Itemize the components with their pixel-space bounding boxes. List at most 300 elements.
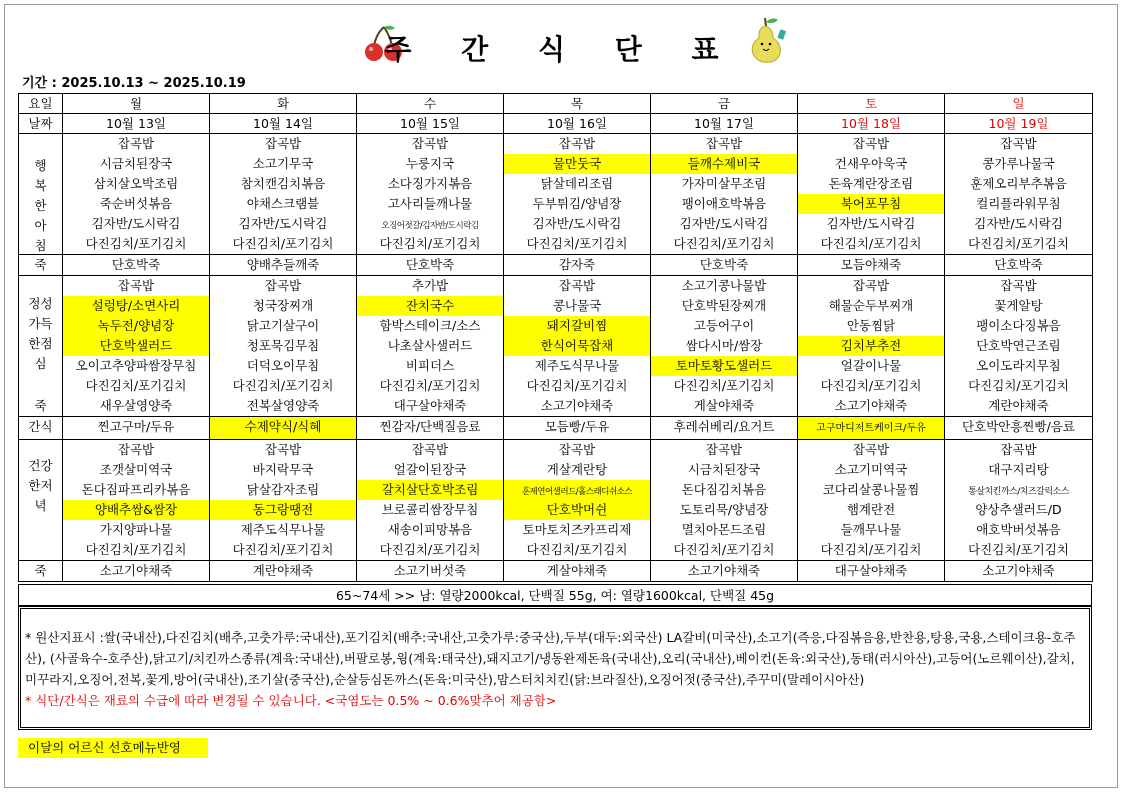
menu-item-text: 다진김치/포기김치	[85, 236, 187, 251]
menu-item	[798, 276, 944, 296]
menu-item-highlighted	[651, 154, 797, 174]
menu-item-text: 제주도식무나물	[534, 358, 620, 373]
lunch-label-cell	[19, 276, 63, 417]
menu-item-text: 브로콜리쌈장무침	[381, 502, 479, 517]
date-thu: 10월 16일	[504, 114, 651, 134]
menu-item-text: 양배추쌈&쌈장	[94, 502, 178, 517]
menu-item-text: 통살치킨까스/치즈갈릭소스	[968, 487, 1069, 497]
menu-item-text: 소고기무국	[252, 156, 314, 171]
menu-item-text: 오이도라지무침	[976, 358, 1061, 373]
menu-item-text: 단호박샐러드	[99, 338, 173, 353]
snack-text: 모듬빵/두유	[544, 419, 610, 434]
snack-text: 고구마디저트케이크/두유	[816, 423, 926, 434]
breakfast-label-cell	[19, 134, 63, 255]
menu-item-text: 단호박된장찌개	[681, 298, 767, 313]
porridge-tue: 양배추들깨죽	[210, 255, 357, 276]
menu-item-text: 다진김치/포기김치	[232, 236, 334, 251]
day-fri: 금	[651, 94, 798, 114]
menu-item-text: 삼치살오박조림	[93, 176, 179, 191]
dinner-porridge-mon: 소고기야채죽	[63, 561, 210, 582]
menu-item-highlighted	[798, 336, 944, 356]
menu-item-text: 김자반/도시락김	[238, 216, 328, 231]
menu-item-highlighted	[357, 296, 503, 316]
menu-item	[63, 440, 209, 460]
menu-item	[798, 316, 944, 336]
menu-item	[210, 316, 356, 336]
menu-item-text: 햄계란전	[846, 502, 896, 517]
menu-item	[945, 234, 1092, 254]
snack-fri	[651, 417, 798, 440]
menu-item	[63, 234, 209, 254]
menu-item-text: 김자반/도시락김	[679, 216, 769, 231]
menu-item	[651, 500, 797, 520]
menu-item-text: 제주도식무나물	[240, 522, 326, 537]
date-mon: 10월 13일	[63, 114, 210, 134]
snack-label: 간식	[19, 417, 63, 440]
date-tue: 10월 14일	[210, 114, 357, 134]
menu-item-text: 시금치된장국	[687, 462, 761, 477]
menu-item-text: 다진김치/포기김치	[673, 378, 775, 393]
menu-item-highlighted	[504, 154, 650, 174]
menu-item	[63, 460, 209, 480]
menu-item-text: 소다징가지볶음	[387, 176, 473, 191]
menu-item	[357, 460, 503, 480]
menu-item	[210, 214, 356, 234]
snack-sun	[945, 417, 1093, 440]
menu-item	[945, 396, 1092, 416]
menu-item	[210, 154, 356, 174]
menu-item-text: 새우살영양죽	[99, 398, 173, 413]
menu-item	[504, 276, 650, 296]
menu-item-text: 단호박머쉰	[546, 502, 608, 517]
menu-item	[210, 396, 356, 416]
menu-item-text: 새송이피망볶음	[387, 522, 473, 537]
lunch-end-label: 죽	[34, 398, 47, 413]
menu-item-text: 누룽지국	[405, 156, 455, 171]
menu-item	[357, 356, 503, 376]
breakfast-thu	[504, 134, 651, 255]
menu-item	[798, 234, 944, 254]
menu-item	[357, 336, 503, 356]
menu-item	[945, 214, 1092, 234]
dinner-porridge-thu: 게살야채죽	[504, 561, 651, 582]
lunch-fri	[651, 276, 798, 417]
menu-item	[210, 520, 356, 540]
menu-item	[63, 276, 209, 296]
snack-text: 수제약식/식혜	[244, 419, 322, 434]
menu-item	[798, 376, 944, 396]
menu-item-highlighted	[63, 336, 209, 356]
menu-item	[651, 174, 797, 194]
lunch-tue	[210, 276, 357, 417]
breakfast-row	[19, 134, 1093, 255]
dinner-wed	[357, 440, 504, 561]
menu-item-text: 잡곡밥	[852, 136, 890, 151]
menu-item-text: 얼갈이된장국	[393, 462, 467, 477]
menu-item-text: 김자반/도시락김	[91, 216, 181, 231]
menu-item-text: 토마토황도샐러드	[675, 358, 773, 373]
porridge-wed: 단호박죽	[357, 255, 504, 276]
dinner-sun	[945, 440, 1093, 561]
menu-item-text: 잡곡밥	[117, 442, 155, 457]
snack-row	[19, 417, 1093, 440]
menu-item-text: 잡곡밥	[705, 136, 743, 151]
menu-item-text: 돼지갈비찜	[546, 318, 608, 333]
snack-tue	[210, 417, 357, 440]
menu-item-text: 들깨무나물	[840, 522, 902, 537]
day-label: 요일	[19, 94, 63, 114]
menu-item	[798, 396, 944, 416]
menu-item	[945, 480, 1092, 500]
menu-item-text: 더덕오이무침	[246, 358, 320, 373]
menu-item-text: 다진김치/포기김치	[820, 236, 922, 251]
menu-item-text: 갈치살단호박조림	[381, 482, 479, 497]
menu-item	[357, 440, 503, 460]
porridge-sun: 단호박죽	[945, 255, 1093, 276]
day-wed: 수	[357, 94, 504, 114]
menu-item	[357, 316, 503, 336]
menu-item	[210, 356, 356, 376]
menu-item-text: 팽이애호박볶음	[681, 196, 767, 211]
menu-item	[357, 134, 503, 154]
lunch-wed	[357, 276, 504, 417]
menu-item-highlighted	[63, 296, 209, 316]
menu-item	[945, 194, 1092, 214]
menu-item	[945, 440, 1092, 460]
menu-item-text: 잡곡밥	[117, 136, 155, 151]
menu-item-text: 나초살사샐러드	[387, 338, 473, 353]
menu-item	[504, 194, 650, 214]
menu-item	[945, 276, 1092, 296]
menu-item	[945, 460, 1092, 480]
menu-item	[798, 296, 944, 316]
notes-box	[18, 606, 1092, 730]
snack-text: 찐감자/단백질음료	[379, 419, 481, 434]
snack-mon	[63, 417, 210, 440]
menu-item-text: 닭살데리조림	[540, 176, 614, 191]
menu-item	[798, 460, 944, 480]
menu-item-text: 얼갈이나물	[840, 358, 902, 373]
menu-item-highlighted	[651, 356, 797, 376]
day-thu: 목	[504, 94, 651, 114]
menu-item-text: 대구지리탕	[988, 462, 1049, 477]
menu-item-text: 컬리플라워무침	[976, 196, 1061, 211]
menu-item	[651, 520, 797, 540]
menu-item	[210, 234, 356, 254]
menu-item	[945, 134, 1092, 154]
period-label: 기간 : 2025.10.13 ~ 2025.10.19	[22, 76, 246, 91]
menu-item	[357, 520, 503, 540]
menu-item	[357, 154, 503, 174]
menu-item	[945, 336, 1092, 356]
menu-item-text: 다진김치/포기김치	[379, 542, 481, 557]
menu-item	[651, 296, 797, 316]
lunch-mon	[63, 276, 210, 417]
menu-item-text: 시금치된장국	[99, 156, 173, 171]
dinner-row	[19, 440, 1093, 561]
menu-item	[210, 460, 356, 480]
menu-item-text: 돈육계란장조림	[828, 176, 914, 191]
menu-item	[798, 480, 944, 500]
menu-item-text: 잡곡밥	[411, 136, 449, 151]
menu-item	[357, 396, 503, 416]
menu-item	[210, 540, 356, 560]
menu-item	[210, 480, 356, 500]
menu-item-text: 김자반/도시락김	[826, 216, 916, 231]
lunch-thu	[504, 276, 651, 417]
menu-item-text: 녹두전/양념장	[97, 318, 175, 333]
menu-item-highlighted	[504, 336, 650, 356]
menu-item	[945, 174, 1092, 194]
menu-item	[651, 134, 797, 154]
dinner-thu	[504, 440, 651, 561]
menu-item-text: 다진김치/포기김치	[85, 378, 187, 393]
dinner-fri	[651, 440, 798, 561]
menu-item-text: 잡곡밥	[117, 278, 155, 293]
menu-item	[210, 134, 356, 154]
date-label: 날짜	[19, 114, 63, 134]
dinner-porridge-wed: 소고기버섯죽	[357, 561, 504, 582]
menu-item-text: 애호박버섯볶음	[976, 522, 1061, 537]
menu-item	[357, 214, 503, 234]
menu-item-text: 조갯살미역국	[99, 462, 173, 477]
menu-item-text: 다진김치/포기김치	[673, 542, 775, 557]
menu-item	[63, 214, 209, 234]
day-tue: 화	[210, 94, 357, 114]
menu-item-text: 대구살야채죽	[393, 398, 467, 413]
snack-thu	[504, 417, 651, 440]
dinner-porridge-sat: 대구살야채죽	[798, 561, 945, 582]
menu-item	[63, 376, 209, 396]
menu-item-text: 잡곡밥	[264, 136, 302, 151]
menu-item	[357, 540, 503, 560]
menu-item-text: 코다리살콩나물찜	[822, 482, 920, 497]
snack-text: 후레쉬베리/요거트	[673, 419, 775, 434]
snack-wed	[357, 417, 504, 440]
menu-item-text: 전복살영양죽	[246, 398, 320, 413]
warning-note: * 식단/간식은 재료의 수급에 따라 변경될 수 있습니다. <국염도는 0.5% ~ 0.6%맞추어 제공함>	[25, 693, 557, 708]
menu-item	[63, 520, 209, 540]
menu-item-text: 가지양파나물	[99, 522, 173, 537]
menu-item	[504, 440, 650, 460]
menu-item-text: 콩나물국	[552, 298, 602, 313]
menu-item	[357, 174, 503, 194]
menu-item	[504, 356, 650, 376]
menu-item	[63, 134, 209, 154]
menu-item-text: 닭고기살구이	[246, 318, 320, 333]
date-row	[19, 114, 1093, 134]
menu-item	[63, 396, 209, 416]
menu-item	[945, 500, 1092, 520]
dinner-mon	[63, 440, 210, 561]
date-sun: 10월 19일	[945, 114, 1093, 134]
menu-item-text: 김치부추전	[840, 338, 902, 353]
menu-item	[357, 276, 503, 296]
menu-item-text: 게살야채죽	[693, 398, 755, 413]
porridge-mon: 단호박죽	[63, 255, 210, 276]
menu-item-text: 계란야채죽	[988, 398, 1049, 413]
menu-item	[504, 174, 650, 194]
menu-item-highlighted	[63, 500, 209, 520]
menu-item	[504, 296, 650, 316]
menu-item-text: 청포묵김무침	[246, 338, 320, 353]
menu-item-text: 잡곡밥	[558, 136, 596, 151]
menu-item	[945, 540, 1092, 560]
menu-item-text: 훈제연어샐러드/홀스래디쉬소스	[521, 487, 633, 497]
dinner-porridge-sun: 소고기야채죽	[945, 561, 1093, 582]
menu-item-text: 소고기야채죽	[540, 398, 614, 413]
menu-item-text: 잡곡밥	[1000, 442, 1037, 457]
menu-item-text: 다진김치/포기김치	[968, 378, 1069, 393]
menu-item-text: 도토리묵/양념장	[679, 502, 769, 517]
menu-item	[945, 316, 1092, 336]
menu-item	[63, 480, 209, 500]
menu-item	[504, 520, 650, 540]
dinner-porridge-fri: 소고기야채죽	[651, 561, 798, 582]
snack-text: 찐고구마/두유	[97, 419, 175, 434]
menu-item	[945, 154, 1092, 174]
menu-item-text: 소고기콩나물밥	[681, 278, 767, 293]
menu-item-text: 북어포무침	[840, 196, 902, 211]
menu-item-text: 돈다짐김치볶음	[681, 482, 767, 497]
menu-item	[945, 356, 1092, 376]
breakfast-label: 행복한아침	[34, 158, 47, 253]
lunch-sat	[798, 276, 945, 417]
lunch-label: 정성가득한점심	[28, 296, 53, 371]
dinner-porridge-row	[19, 561, 1093, 582]
menu-item	[651, 396, 797, 416]
menu-item-text: 해물순두부찌개	[828, 298, 914, 313]
breakfast-mon	[63, 134, 210, 255]
menu-item-text: 잡곡밥	[558, 278, 596, 293]
menu-item-text: 한식어묵잡채	[540, 338, 614, 353]
menu-item	[357, 194, 503, 214]
menu-item	[210, 376, 356, 396]
menu-item-highlighted	[504, 480, 650, 500]
date-fri: 10월 17일	[651, 114, 798, 134]
menu-item-text: 다진김치/포기김치	[673, 236, 775, 251]
menu-item	[63, 154, 209, 174]
menu-item-text: 잔치국수	[405, 298, 455, 313]
menu-item-text: 팽이소다징볶음	[976, 318, 1061, 333]
menu-item-text: 잡곡밥	[705, 442, 743, 457]
day-sat: 토	[798, 94, 945, 114]
menu-item	[210, 440, 356, 460]
menu-item	[798, 154, 944, 174]
menu-item-text: 잡곡밥	[411, 442, 449, 457]
menu-item	[504, 396, 650, 416]
menu-item-text: 잡곡밥	[264, 442, 302, 457]
dinner-porridge-tue: 계란야채죽	[210, 561, 357, 582]
menu-item	[945, 520, 1092, 540]
menu-item	[504, 540, 650, 560]
menu-item	[798, 214, 944, 234]
menu-item	[945, 296, 1092, 316]
menu-item-text: 다진김치/포기김치	[379, 236, 481, 251]
menu-item	[504, 134, 650, 154]
day-row	[19, 94, 1093, 114]
lunch-sun	[945, 276, 1093, 417]
menu-item	[357, 376, 503, 396]
snack-sat	[798, 417, 945, 440]
day-sun: 일	[945, 94, 1093, 114]
menu-item-text: 토마토치즈카프리제	[522, 522, 632, 537]
menu-item	[504, 376, 650, 396]
dinner-tue	[210, 440, 357, 561]
breakfast-sun	[945, 134, 1093, 255]
menu-item-text: 들깨수제비국	[687, 156, 761, 171]
menu-item-text: 오징어젓갈/김자반/도시락김	[381, 221, 479, 231]
menu-item	[504, 460, 650, 480]
menu-item-text: 닭살감자조림	[246, 482, 320, 497]
menu-item-text: 김자반/도시락김	[974, 216, 1063, 231]
menu-item-text: 가자미살무조림	[681, 176, 767, 191]
menu-item	[63, 356, 209, 376]
origin-note: * 원산지표시 :쌀(국내산),다진김치(배추,고춧가루:국내산),포기김치(배추:국내산,고춧가루:중국산),두부(대두:외국산) LA갈비(미국산),소고기(즉응,다짐볶음용,반찬용,탕용,국용,스테이크용-호주산), (사골육수-호주산),닭고기/치킨까스종류(계육:국내산),버팔로봉,윙(계육:태국산),돼지고기/냉동완제돈육(국내산),오리(국내산),베이컨(돈육:외국산),동태(러시아산),고등어(노르웨이산),갈치,미꾸라지,오징어,전복,꽃게,방어(국내산),조기살(중국산),순살등심돈까스(돈육:미국산),맘스터치치킨(닭:브라질산),오징어젓(중국산),주꾸미(말레이시아산)	[25, 630, 1076, 687]
menu-item-text: 다진김치/포기김치	[968, 236, 1069, 251]
menu-item	[651, 336, 797, 356]
menu-item-text: 김자반/도시락김	[532, 216, 622, 231]
menu-item-text: 참치캔김치볶음	[240, 176, 326, 191]
menu-item	[651, 316, 797, 336]
menu-item	[798, 540, 944, 560]
breakfast-fri	[651, 134, 798, 255]
menu-item-text: 소고기미역국	[834, 462, 908, 477]
menu-item-text: 야채스크램블	[246, 196, 320, 211]
menu-item-text: 다진김치/포기김치	[968, 542, 1069, 557]
dinner-porridge-label: 죽	[19, 561, 63, 582]
menu-item-text: 잡곡밥	[1000, 136, 1037, 151]
menu-item	[651, 276, 797, 296]
menu-item-text: 다진김치/포기김치	[526, 236, 628, 251]
menu-item	[210, 336, 356, 356]
menu-item-text: 다진김치/포기김치	[85, 542, 187, 557]
menu-item-text: 추가밥	[411, 278, 449, 293]
dinner-label: 건강한저녁	[28, 458, 53, 513]
menu-item	[63, 194, 209, 214]
menu-item-text: 죽순버섯볶음	[99, 196, 173, 211]
breakfast-wed	[357, 134, 504, 255]
menu-item	[651, 194, 797, 214]
menu-item-text: 고사리들깨나물	[387, 196, 473, 211]
dinner-sat	[798, 440, 945, 561]
menu-item	[210, 174, 356, 194]
menu-item	[504, 234, 650, 254]
menu-item	[798, 356, 944, 376]
menu-item-text: 잡곡밥	[1000, 278, 1037, 293]
menu-item	[210, 276, 356, 296]
menu-table	[18, 93, 1093, 582]
menu-item	[798, 440, 944, 460]
menu-item	[651, 460, 797, 480]
menu-item-highlighted	[504, 500, 650, 520]
menu-item	[651, 540, 797, 560]
menu-item	[651, 440, 797, 460]
menu-item-text: 양상추샐러드/D	[975, 502, 1062, 517]
menu-item	[651, 480, 797, 500]
porridge-row	[19, 255, 1093, 276]
menu-item	[210, 296, 356, 316]
menu-item	[357, 234, 503, 254]
menu-item-text: 잡곡밥	[264, 278, 302, 293]
menu-item-text: 멸치아몬드조림	[681, 522, 767, 537]
menu-item	[798, 134, 944, 154]
menu-item	[63, 174, 209, 194]
menu-item-text: 게살계란탕	[546, 462, 608, 477]
menu-item-text: 잡곡밥	[852, 278, 890, 293]
porridge-fri: 단호박죽	[651, 255, 798, 276]
page-title: 주 간 식 단 표	[384, 33, 739, 66]
